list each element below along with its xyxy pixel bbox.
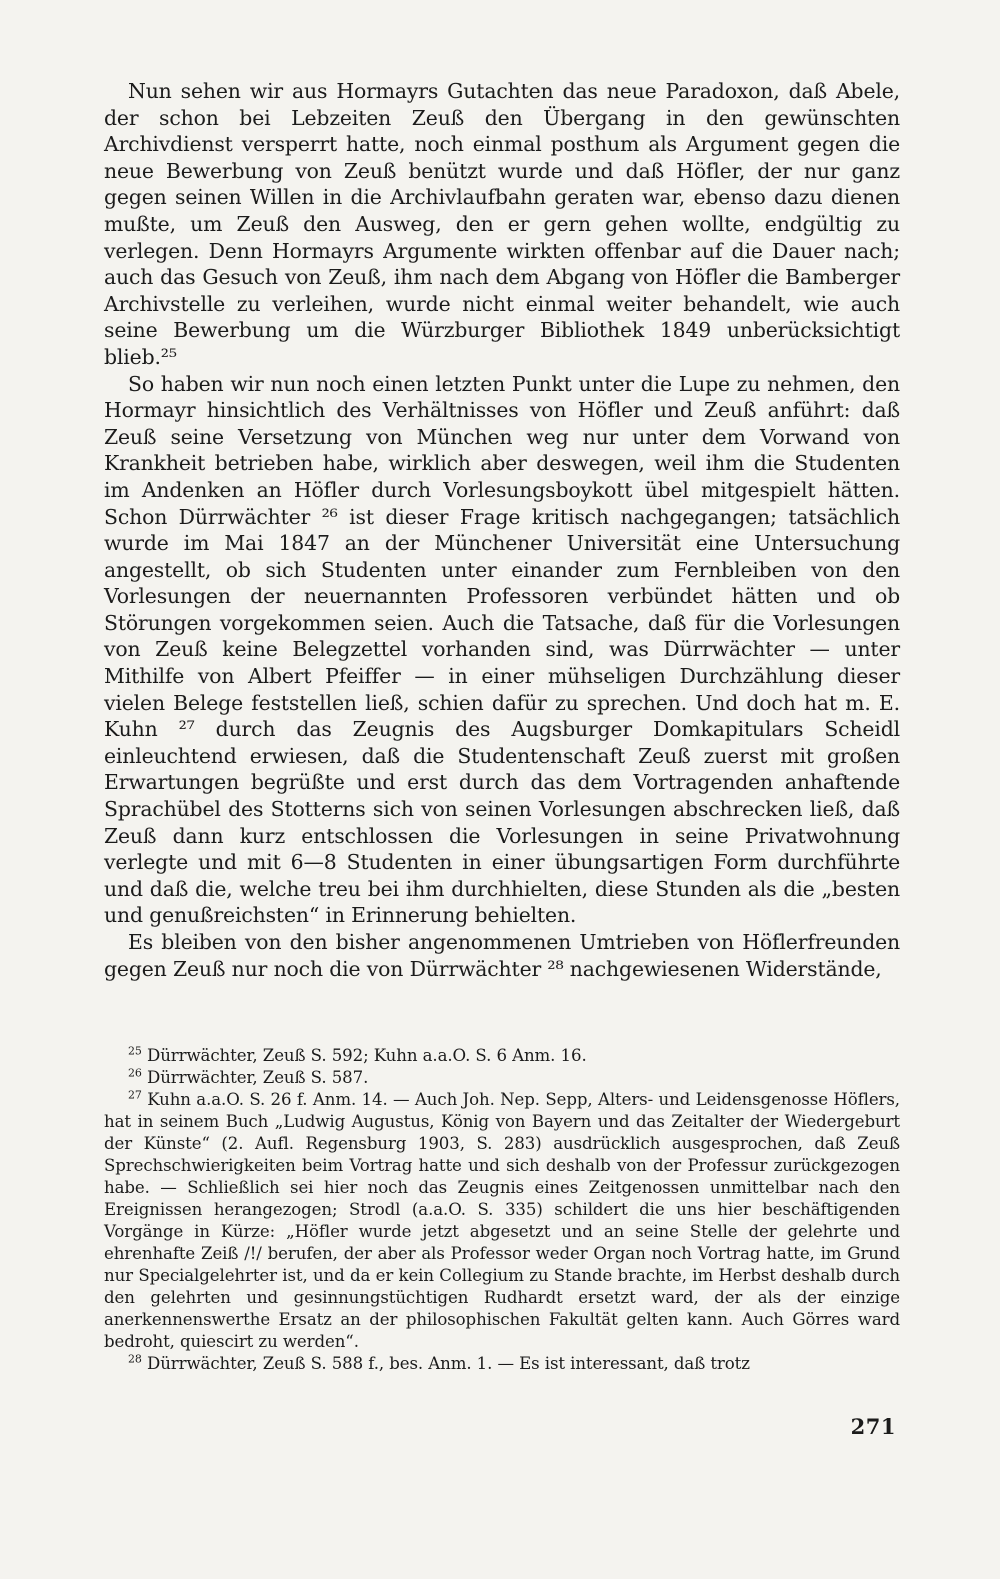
footnote-text: Kuhn a.a.O. S. 26 f. Anm. 14. — Auch Joh. Nep. Sepp, Alters- und Leidensgenosse Höflers, hat in seinem Buch „Ludwig Augustus, König von Bayern und das Zeitalter der Wiedergeburt der Künste“ (2. Aufl. Regensburg 1903, S. 283) ausdrücklich ausgesprochen, daß Zeuß Sprechschwierigkeiten beim Vortrag hatte und sich deshalb von der Professur zurückgezogen habe. — Schließlich sei hier noch das Zeugnis eines Zeitgenossen unmittelbar nach den Ereignissen herangezogen; Strodl (a.a.O. S. 335) schildert die uns hier beschäftigenden Vorgänge in Kürze: „Höfler wurde jetzt abgesetzt und an seine Stelle der gelehrte und ehrenhafte Zeiß /!/ berufen, der aber als Professor weder Organ noch Vortrag hatte, im Grund nur Specialgelehrter ist, und da er kein Collegium zu Stande brachte, im Herbst deshalb durch den gelehrten und gesinnungstüchtigen Rudhardt ersetzt ward, der als der einzige anerkennenswerthe Ersatz an der philosophischen Fakultät gelten kann. Auch Görres ward bedroht, quiescirt zu werden“. [104,1090,900,1351]
paragraph-3: Es bleiben von den bisher angenommenen Umtrieben von Höflerfreunden gegen Zeuß nur noch die von Dürrwächter ²⁸ nachgewiesenen Widerstände, [104,930,900,981]
footnote-27 [104,1089,900,1353]
paragraph-2: So haben wir nun noch einen letzten Punkt unter die Lupe zu nehmen, den Hormayr hinsichtlich des Verhältnisses von Höfler und Zeuß anführt: daß Zeuß seine Versetzung von München weg nur unter dem Vorwand von Krankheit betrieben habe, wirklich aber deswegen, weil ihm die Studenten im Andenken an Höfler durch Vorlesungsboykott übel mitgespielt hätten. Schon Dürrwächter ²⁶ ist dieser Frage kritisch nachgegangen; tatsächlich wurde im Mai 1847 an der Münchener Universität eine Untersuchung angestellt, ob sich Studenten unter einander zum Fernbleiben von den Vorlesungen der neuernannten Professoren verbündet hätten und ob Störungen vorgekommen seien. Auch die Tatsache, daß für die Vorlesungen von Zeuß keine Belegzettel vorhanden sind, was Dürrwächter — unter Mithilfe von Albert Pfeiffer — in einer mühseligen Durchzählung dieser vielen Belege feststellen ließ, schien dafür zu sprechen. Und doch hat m. E. Kuhn ²⁷ durch das Zeugnis des Augsburger Domkapitulars Scheidl einleuchtend erwiesen, daß die Studentenschaft Zeuß zuerst mit großen Erwartungen begrüßte und erst durch das dem Vortragenden anhaftende Sprachübel des Stotterns sich von seinen Vorlesungen abschrecken ließ, daß Zeuß dann kurz entschlossen die Vorlesungen in seine Privatwohnung verlegte und mit 6—8 Studenten in einer übungsartigen Form durchführte und daß die, welche treu bei ihm durchhielten, diese Stunden als die „besten und genußreichsten“ in Erinnerung behielten. [104,371,900,928]
footnote-number: 25 [128,1044,142,1058]
footnote-25 [104,1045,900,1067]
paragraph-1: Nun sehen wir aus Hormayrs Gutachten das neue Paradoxon, daß Abele, der schon bei Lebzeiten Zeuß den Übergang in den gewünschten Archivdienst versperrt hatte, noch einmal posthum als Argument gegen die neue Bewerbung von Zeuß benützt wurde und daß Höfler, der nur ganz gegen seinen Willen in die Archivlaufbahn geraten war, ebenso dazu dienen mußte, um Zeuß den Ausweg, den er gern gehen wollte, endgültig zu verlegen. Denn Hormayrs Argumente wirkten offenbar auf die Dauer nach; auch das Gesuch von Zeuß, ihm nach dem Abgang von Höfler die Bamberger Archivstelle zu verleihen, wurde nicht einmal weiter behandelt, wie auch seine Bewerbung um die Würzburger Bibliothek 1849 unberücksichtigt blieb.²⁵ [104,79,900,369]
page-number: 271 [850,1414,896,1439]
footnotes [104,1045,900,1375]
footnote-text: Dürrwächter, Zeuß S. 588 f., bes. Anm. 1. — Es ist interessant, daß trotz [147,1354,750,1373]
footnote-26 [104,1067,900,1089]
footnote-number: 28 [128,1352,142,1366]
footnote-28 [104,1353,900,1375]
footnote-number: 26 [128,1066,142,1080]
footnote-text: Dürrwächter, Zeuß S. 592; Kuhn a.a.O. S. 6 Anm. 16. [147,1046,587,1065]
footnote-number: 27 [128,1088,142,1102]
main-text [104,78,900,982]
footnote-text: Dürrwächter, Zeuß S. 587. [147,1068,369,1087]
